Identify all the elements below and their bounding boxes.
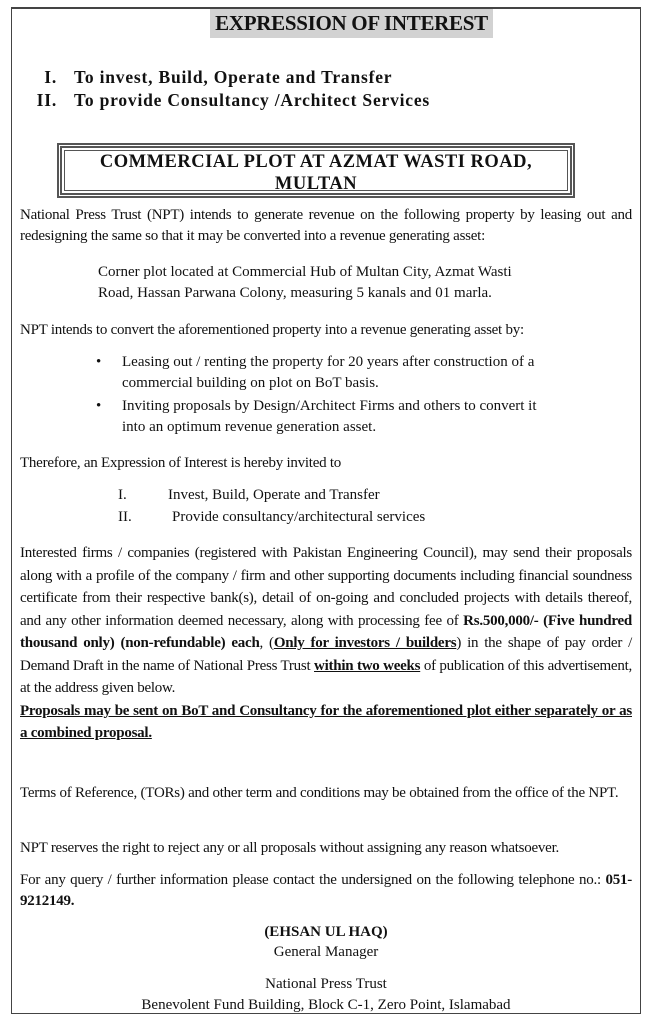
purpose-item [18,90,430,111]
signatory-name: (EHSAN UL HAQ) [264,924,388,940]
contact-paragraph [20,870,632,912]
property-title-box [57,143,575,198]
requirements-separator: , ( [259,635,274,651]
rights-paragraph: NPT reserves the right to reject any or all proposals without assigning any reason whatsoever. [20,840,560,856]
invite-item [118,485,380,506]
requirements-text: Interested firms / companies (registered with Pakistan Engineering Council), may send their proposals along with a profile of the company / firm and other supporting documents including financial soundness certificate from their respective bank(s), detail of on-going and concluded projects with details thereof, and any other information deemed necessary, along with processing fee of [20,545,632,629]
tors-paragraph: Terms of Reference, (TORs) and other term and conditions may be obtained from the office of the NPT. [20,785,619,801]
signatory-designation: General Manager [273,944,379,960]
convert-intro: NPT intends to convert the aforementioned property into a revenue generating asset by: [20,322,524,338]
page-title: EXPRESSION OF INTEREST [210,9,493,38]
invite-text: Provide consultancy/architectural services [172,509,426,525]
proposals-note: Proposals may be sent on BoT and Consultancy for the aforementioned plot either separately or as a combined proposal. [20,703,632,741]
intro-paragraph: National Press Trust (NPT) intends to generate revenue on the following property by leasing out and redesigning the same so that it may be converted into a revenue generating asset: [20,207,632,244]
deadline: within two weeks [314,657,421,674]
property-description: Corner plot located at Commercial Hub of Multan City, Azmat Wasti Road, Hassan Parwana Colony, measuring 5 kanals and 01 marla. [98,264,512,301]
bullet-text: Leasing out / renting the property for 20 years after construction of a commercial building on plot on BoT basis. [122,354,535,391]
invite-text: Invest, Build, Operate and Transfer [168,487,380,503]
organization-name: National Press Trust [265,976,387,992]
requirements-paragraph [20,542,632,700]
purpose-item [18,67,392,88]
invite-item [118,507,425,528]
requirements-text-mid: ) in the shape of pay order / Demand Draft in the name of National Press Trust [20,635,632,674]
purpose-text: To invest, Build, Operate and Transfer [74,67,393,87]
purpose-number: II. [36,90,57,110]
property-title-line-1: COMMERCIAL PLOT AT AZMAT WASTI ROAD, [99,152,533,172]
property-title-line-2: MULTAN [274,174,358,194]
purpose-number: I. [44,67,57,87]
bullet-icon: • [96,398,102,414]
contact-text: For any query / further information please contact the undersigned on the following telephone no.: [20,872,606,888]
invite-number: I. [118,487,127,503]
bullet-icon: • [96,354,102,370]
requirements-text-end: of publication of this advertisement, at the address given below. [20,657,632,696]
invite-number: II. [118,509,132,525]
processing-fee: Rs.500,000/- (Five hundred thousand only) (non-refundable) each [20,612,633,651]
only-for-investors: Only for investors / builders [273,635,457,651]
purpose-text: To provide Consultancy /Architect Services [74,90,431,110]
bullet-text: Inviting proposals by Design/Architect Firms and others to convert it into an optimum revenue generation asset. [122,398,537,435]
organization-address: Benevolent Fund Building, Block C-1, Zero Point, Islamabad [141,997,511,1013]
invite-intro: Therefore, an Expression of Interest is hereby invited to [20,455,342,471]
contact-phone: 051-9212149. [20,872,632,909]
